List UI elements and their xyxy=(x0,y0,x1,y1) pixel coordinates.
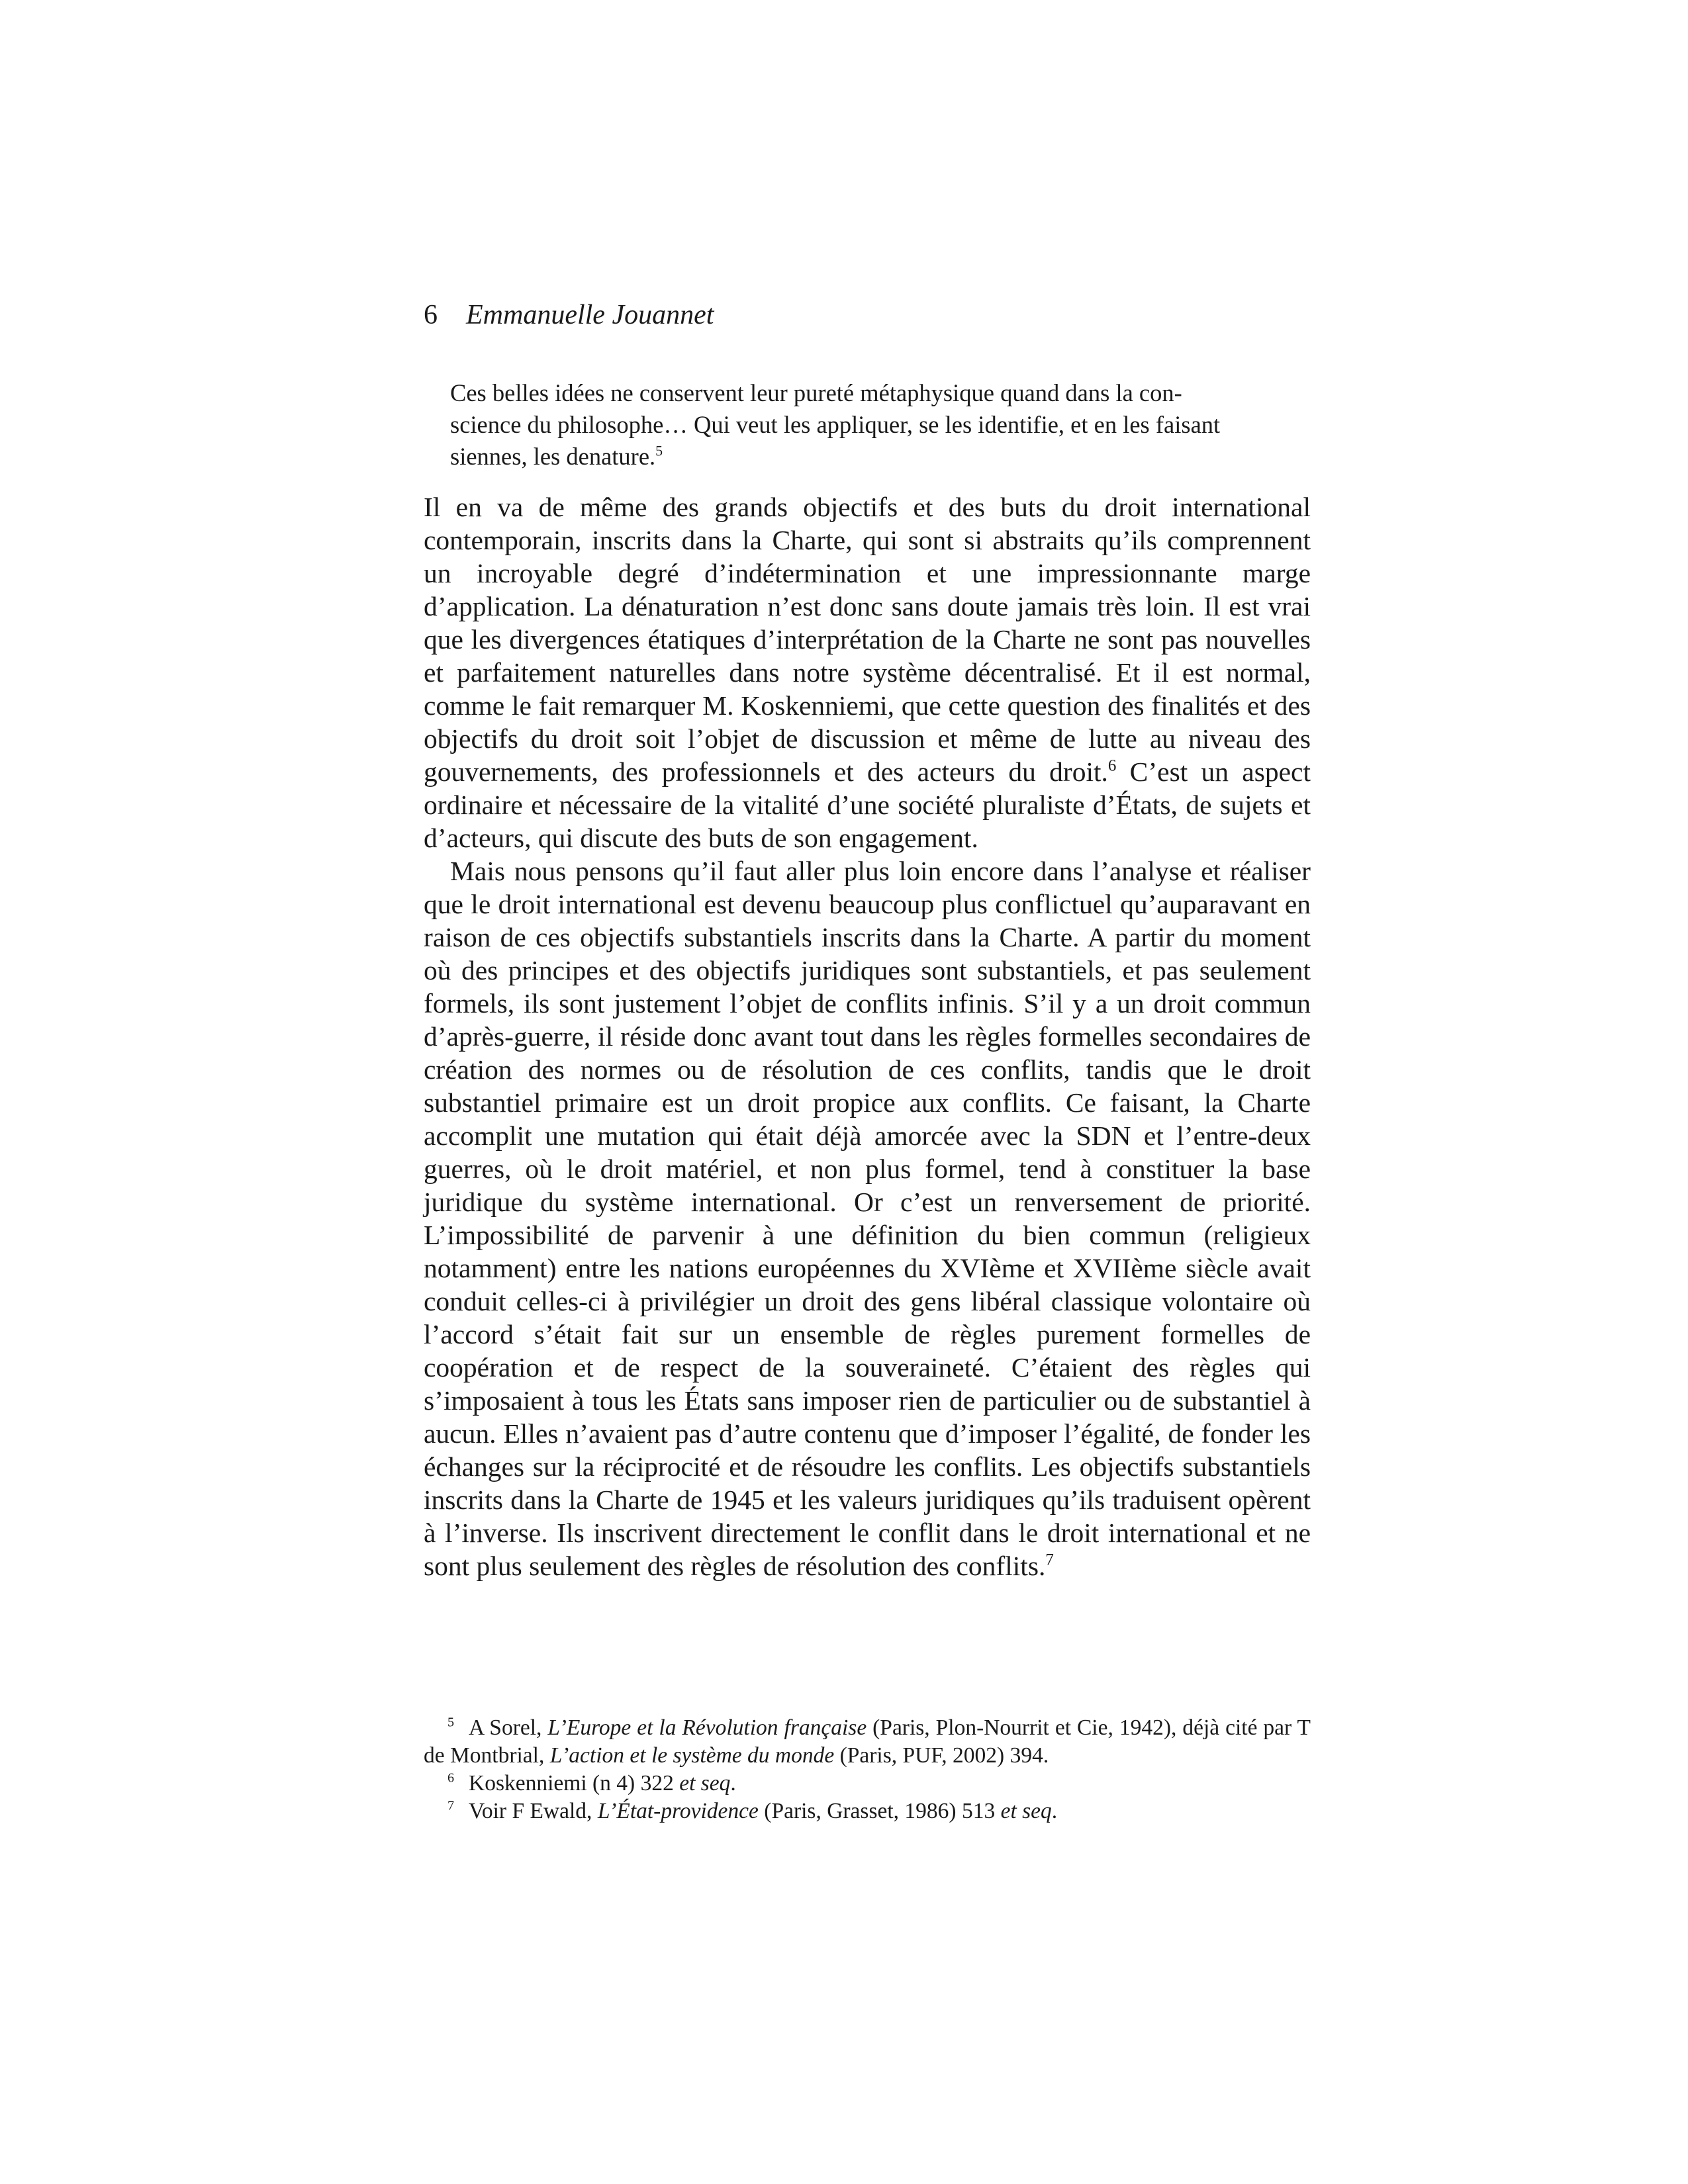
footnote-ref-6[interactable]: 6 xyxy=(1107,756,1117,775)
footnote-italic: et seq xyxy=(679,1771,731,1796)
book-page xyxy=(424,291,1311,1880)
footnote-title: L’action et le système du monde xyxy=(549,1743,835,1768)
footnote-7 xyxy=(424,1797,1311,1825)
footnote-italic: et seq xyxy=(1000,1799,1052,1823)
paragraph-1 xyxy=(424,490,1311,854)
paragraph-2 xyxy=(424,854,1311,1582)
footnote-part: . xyxy=(1051,1799,1058,1823)
block-quote xyxy=(450,377,1309,473)
quote-line: Ces belles idées ne conservent leur pureté métaphysique quand dans la con- xyxy=(450,379,1182,406)
footnote-title: L’Europe et la Révolution française xyxy=(547,1715,867,1740)
quote-line-text: siennes, les denature. xyxy=(450,443,656,470)
paragraph-1-continuation: C’est un aspect ordinaire et nécessaire de la vitalité d’une société pluraliste d’États, de sujets et d’acteurs, qui discute des buts de son engagement. xyxy=(424,756,1311,853)
footnotes xyxy=(424,1714,1311,1825)
footnote-part: (Paris, Plon-Nourrit et Cie, 1942), déjà cité par T de Montbrial, xyxy=(424,1715,1311,1768)
running-head-author: Emmanuelle Jouannet xyxy=(466,300,714,330)
footnote-6 xyxy=(424,1770,1311,1797)
footnote-part: Voir F Ewald, xyxy=(469,1799,598,1823)
quote-line xyxy=(450,441,1309,473)
running-head xyxy=(424,296,714,334)
quote-line: science du philosophe… Qui veut les appliquer, se les identifie, et en les faisant xyxy=(450,411,1221,438)
paragraph-2-text: Mais nous pensons qu’il faut aller plus loin encore dans l’analyse et réaliser que le droit international est devenu beaucoup plus conflictuel qu’auparavant en raison de ces objectifs substantiels inscrits dans la Charte. A partir du moment où des principes et des objectifs juridiques sont substantiels, et pas seulement formels, ils sont justement l’objet de conflits infinis. S’il y a un droit commun d’après-guerre, il réside donc avant tout dans les règles formelles secondaires de création des normes ou de résolution de ces conflits, tandis que le droit substantiel primaire est un droit propice aux conflits. Ce faisant, la Charte accomplit une mutation qui était déjà amorcée avec la SDN et l’entre-deux guerres, où le droit matériel, et non plus formel, tend à constituer la base juridique du système international. Or c’est un renversement de priorité. L’impossibilité de parvenir à une définition du bien commun (religieux notamment) entre les nations européennes du XVIème et XVIIème siècle avait conduit celles-ci à privilégier un droit des gens libéral classique volontaire où l’accord s’était fait sur un ensemble de règles purement formelles de coopération et de respect de la souveraineté. C’étaient des règles qui s’imposaient à tous les États sans imposer rien de particulier ou de substantiel à aucun. Elles n’avaient pas d’autre contenu que d’imposer l’égalité, de fonder les échanges sur la réciprocité et de résoudre les conflits. Les objectifs substantiels inscrits dans la Charte de 1945 et les valeurs juridiques qu’ils traduisent opèrent à l’inverse. Ils inscrivent directement le conflit dans le droit international et ne sont plus seulement des règles de résolution des conflits. xyxy=(424,856,1311,1581)
footnote-5 xyxy=(424,1714,1311,1770)
footnote-part: (Paris, Grasset, 1986) 513 xyxy=(758,1799,1001,1823)
footnote-number: 7 xyxy=(447,1798,455,1813)
footnote-number: 5 xyxy=(447,1715,455,1730)
page-number: 6 xyxy=(424,300,438,330)
paragraph-1-text: Il en va de même des grands objectifs et des buts du droit international contemporain, inscrits dans la Charte, qui sont si abstraits qu’ils comprennent un incroyable degré d’indétermination et une impressionnante marge d’application. La dénaturation n’est donc sans doute jamais très loin. Il est vrai que les divergences étatiques d’interprétation de la Charte ne sont pas nouvelles et parfaitement naturelles dans notre système décentralisé. Et il est normal, comme le fait remarquer M. Koskenniemi, que cette question des finalités et des objectifs du droit soit l’objet de discussion et même de lutte au niveau des gouvernements, des professionnels et des acteurs du droit. xyxy=(424,492,1311,787)
footnote-part: . xyxy=(730,1771,736,1796)
footnote-ref-5[interactable]: 5 xyxy=(655,442,663,459)
footnote-part: A Sorel, xyxy=(469,1715,548,1740)
footnote-title: L’État-providence xyxy=(597,1799,759,1823)
footnote-part: (Paris, PUF, 2002) 394. xyxy=(834,1743,1049,1768)
footnote-part: Koskenniemi (n 4) 322 xyxy=(469,1771,680,1796)
main-text xyxy=(424,490,1311,1582)
footnote-number: 6 xyxy=(447,1770,455,1786)
footnote-ref-7[interactable]: 7 xyxy=(1045,1551,1054,1569)
